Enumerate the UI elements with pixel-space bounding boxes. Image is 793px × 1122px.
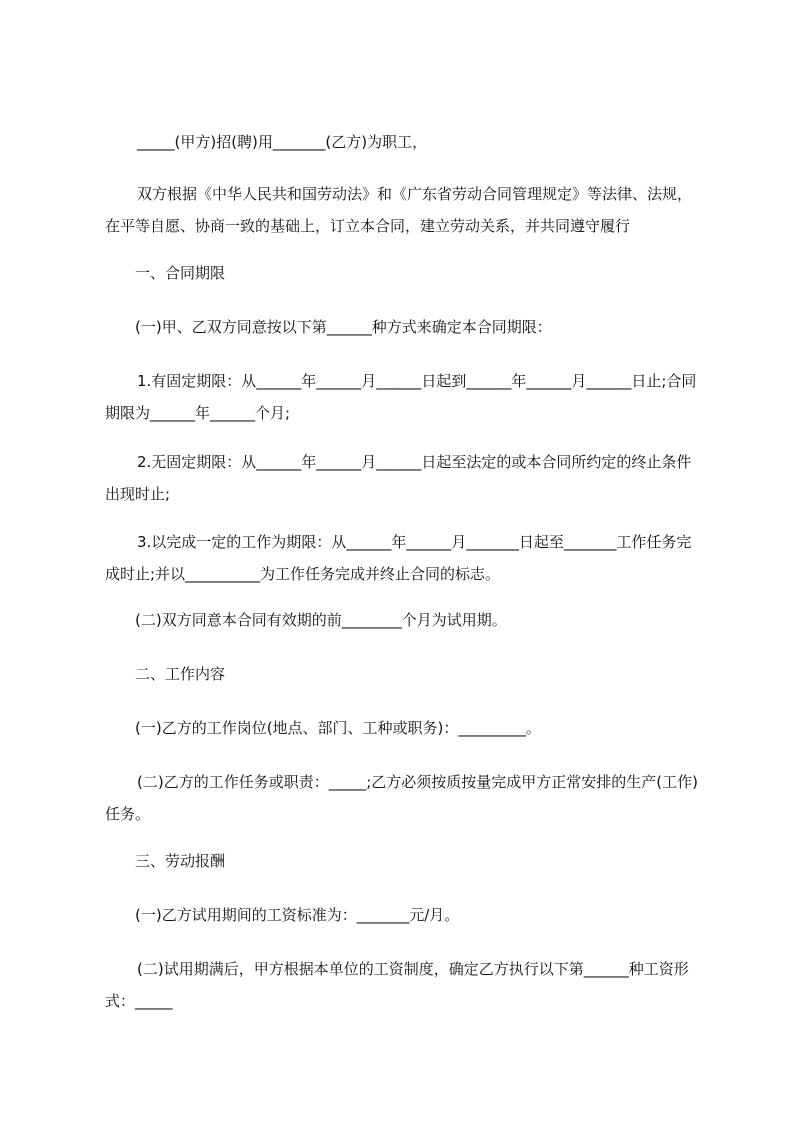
paragraph-parties: _____(甲方)招(聘)用_______(乙方)为职工， xyxy=(137,133,428,151)
paragraph-term-method: (一)甲、乙双方同意按以下第______种方式来确定本合同期限： xyxy=(135,318,552,336)
section-heading-work-content: 二、工作内容 xyxy=(135,665,226,683)
paragraph-work-post: (一)乙方的工作岗位(地点、部门、工种或职务)：_________。 xyxy=(135,719,541,737)
paragraph-task-term: 3.以完成一定的工作为期限：从______年______月_______日起至_______工作任务完成时止;并以__________为工作任务完成并终止合同的标志。 xyxy=(105,533,692,583)
section-heading-remuneration: 三、劳动报酬 xyxy=(135,852,226,870)
paragraph-probation: (二)双方同意本合同有效期的前________个月为试用期。 xyxy=(135,611,507,629)
paragraph-fixed-term: 1.有固定期限：从______年______月______日起到______年______月______日止;合同期限为______年______个月; xyxy=(105,372,697,422)
section-heading-term: 一、合同期限 xyxy=(135,264,226,282)
paragraph-work-duties: (二)乙方的工作任务或职责：_____;乙方必须按质按量完成甲方正常安排的生产(工作)任务。 xyxy=(105,773,698,823)
paragraph-open-term: 2.无固定期限：从______年______月______日起至法定的或本合同所约定的终止条件出现时止; xyxy=(105,453,692,503)
paragraph-probation-wage: (一)乙方试用期间的工资标准为：_______元/月。 xyxy=(135,906,460,924)
paragraph-wage-form: (二)试用期满后，甲方根据本单位的工资制度，确定乙方执行以下第______种工资形式：_____ xyxy=(105,960,689,1010)
paragraph-preamble: 双方根据《中华人民共和国劳动法》和《广东省劳动合同管理规定》等法律、法规，在平等自愿、协商一致的基础上，订立本合同，建立劳动关系，并共同遵守履行 xyxy=(105,185,693,235)
